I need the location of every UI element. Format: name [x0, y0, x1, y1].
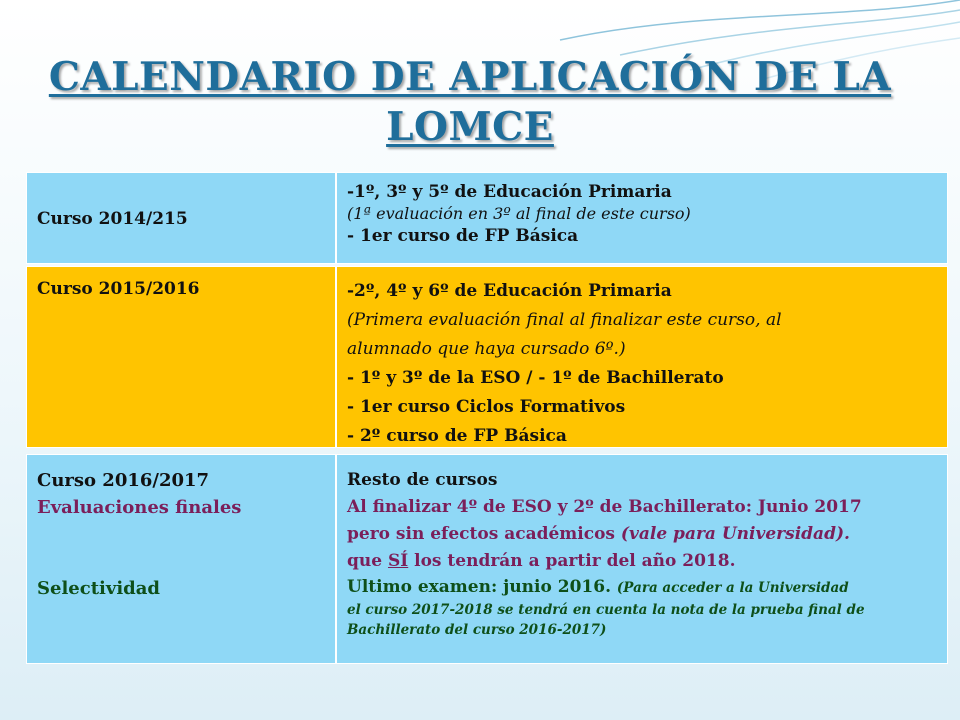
detail-line: - 1º y 3º de la ESO / - 1º de Bachillerato — [347, 368, 724, 388]
detail-line: que SÍ los tendrán a partir del año 2018. — [347, 551, 736, 571]
detail-line: (1ª evaluación en 3º al final de este curso) — [347, 204, 691, 223]
row-2016 — [26, 454, 948, 664]
detail-line: Ultimo examen: junio 2016. (Para acceder a la Universidad — [347, 577, 849, 597]
detail-line: - 1er curso de FP Básica — [347, 226, 579, 246]
detail-cell — [337, 267, 947, 447]
detail-line: Bachillerato del curso 2016-2017) — [347, 622, 607, 638]
si-emphasis: SÍ — [387, 551, 409, 571]
title-line-1: CALENDARIO DE APLICACIÓN DE LA — [48, 54, 892, 100]
detail-line: Resto de cursos — [347, 470, 498, 490]
detail-line: (Primera evaluación final al finalizar este curso, al — [347, 310, 782, 330]
final-evaluations-label: Evaluaciones finales — [37, 497, 242, 518]
course-label: Curso 2014/215 — [37, 209, 188, 229]
detail-line: alumnado que haya cursado 6º.) — [347, 339, 626, 359]
course-cell — [27, 173, 337, 263]
row-2014 — [26, 172, 948, 264]
detail-line: - 2º curso de FP Básica — [347, 426, 567, 446]
course-cell — [27, 267, 337, 447]
detail-line: el curso 2017-2018 se tendrá en cuenta la nota de la prueba final de — [347, 602, 865, 618]
detail-line: Al finalizar 4º de ESO y 2º de Bachillerato: Junio 2017 — [347, 497, 862, 517]
detail-line: -1º, 3º y 5º de Educación Primaria — [347, 182, 672, 202]
selectivity-label: Selectividad — [37, 578, 160, 599]
course-label: Curso 2016/2017 — [37, 470, 210, 491]
detail-line: -2º, 4º y 6º de Educación Primaria — [347, 281, 672, 301]
detail-line: pero sin efectos académicos (vale para Universidad). — [347, 524, 850, 544]
detail-line: - 1er curso Ciclos Formativos — [347, 397, 626, 417]
course-label: Curso 2015/2016 — [37, 279, 200, 299]
page-title — [40, 52, 900, 152]
course-cell — [27, 455, 337, 663]
row-2015 — [26, 266, 948, 448]
title-line-2: LOMCE — [386, 104, 554, 150]
detail-cell — [337, 455, 947, 663]
detail-cell — [337, 173, 947, 263]
